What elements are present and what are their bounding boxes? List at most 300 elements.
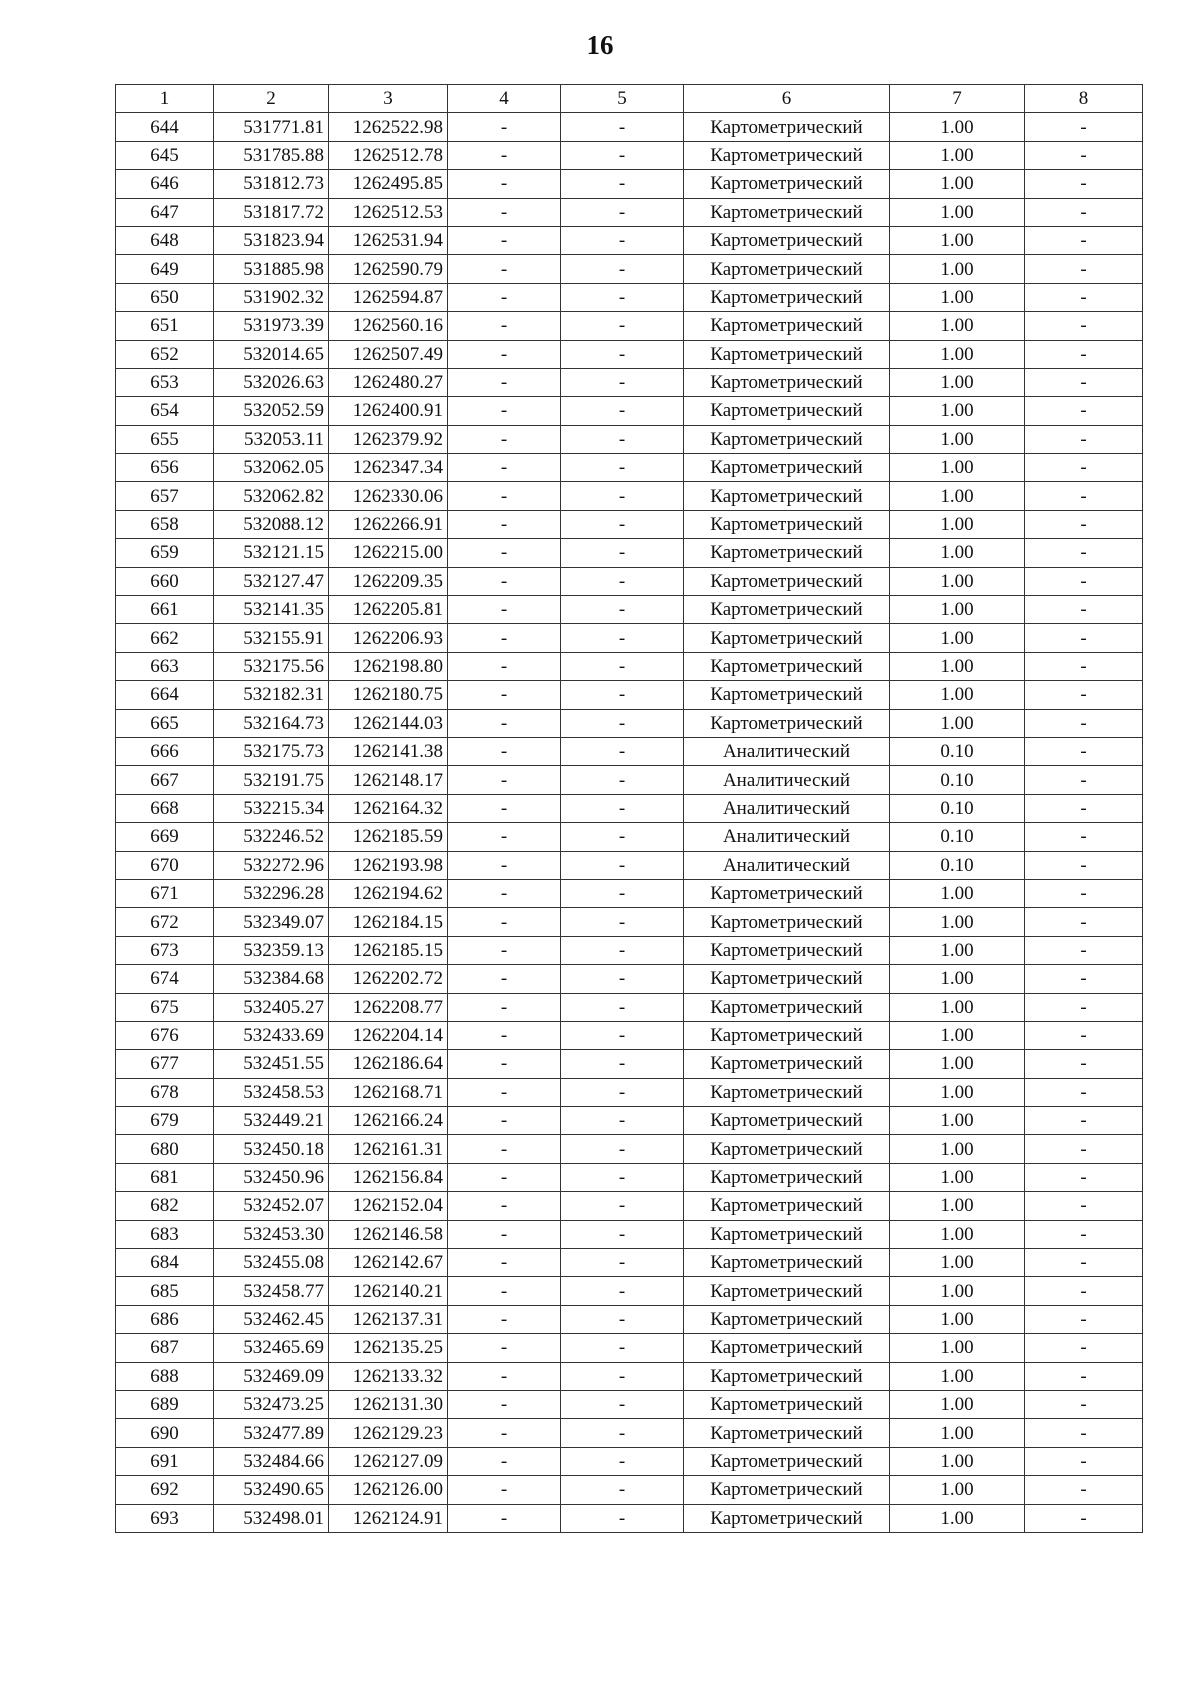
col5-cell: - xyxy=(561,1504,684,1532)
col5-cell: - xyxy=(561,170,684,198)
col5-cell: - xyxy=(561,596,684,624)
col8-cell: - xyxy=(1025,510,1143,538)
y-coordinate-cell: 1262168.71 xyxy=(329,1078,448,1106)
col5-cell: - xyxy=(561,652,684,680)
accuracy-cell: 1.00 xyxy=(890,709,1025,737)
x-coordinate-cell: 532052.59 xyxy=(214,397,329,425)
col8-cell: - xyxy=(1025,1305,1143,1333)
method-cell: Аналитический xyxy=(684,851,890,879)
x-coordinate-cell: 532246.52 xyxy=(214,823,329,851)
col8-cell: - xyxy=(1025,1419,1143,1447)
col5-cell: - xyxy=(561,255,684,283)
accuracy-cell: 1.00 xyxy=(890,965,1025,993)
accuracy-cell: 1.00 xyxy=(890,879,1025,907)
point-number-cell: 645 xyxy=(116,141,214,169)
point-number-cell: 689 xyxy=(116,1390,214,1418)
point-number-cell: 677 xyxy=(116,1050,214,1078)
col8-cell: - xyxy=(1025,283,1143,311)
col8-cell: - xyxy=(1025,737,1143,765)
col5-cell: - xyxy=(561,397,684,425)
point-number-cell: 649 xyxy=(116,255,214,283)
col4-cell: - xyxy=(448,340,561,368)
col4-cell: - xyxy=(448,766,561,794)
col4-cell: - xyxy=(448,1078,561,1106)
col8-cell: - xyxy=(1025,113,1143,141)
point-number-cell: 688 xyxy=(116,1362,214,1390)
y-coordinate-cell: 1262164.32 xyxy=(329,794,448,822)
table-row xyxy=(116,141,1143,169)
col5-cell: - xyxy=(561,198,684,226)
accuracy-cell: 0.10 xyxy=(890,794,1025,822)
col4-cell: - xyxy=(448,397,561,425)
method-cell: Картометрический xyxy=(684,709,890,737)
x-coordinate-cell: 532062.82 xyxy=(214,482,329,510)
col4-cell: - xyxy=(448,1419,561,1447)
col8-cell: - xyxy=(1025,226,1143,254)
col8-cell: - xyxy=(1025,141,1143,169)
point-number-cell: 651 xyxy=(116,312,214,340)
point-number-cell: 673 xyxy=(116,936,214,964)
method-cell: Картометрический xyxy=(684,1447,890,1475)
method-cell: Картометрический xyxy=(684,1277,890,1305)
method-cell: Картометрический xyxy=(684,1078,890,1106)
x-coordinate-cell: 532455.08 xyxy=(214,1249,329,1277)
point-number-cell: 668 xyxy=(116,794,214,822)
col4-cell: - xyxy=(448,1050,561,1078)
col5-cell: - xyxy=(561,283,684,311)
point-number-cell: 665 xyxy=(116,709,214,737)
accuracy-cell: 1.00 xyxy=(890,1305,1025,1333)
col8-cell: - xyxy=(1025,1362,1143,1390)
accuracy-cell: 0.10 xyxy=(890,737,1025,765)
accuracy-cell: 1.00 xyxy=(890,1390,1025,1418)
x-coordinate-cell: 532191.75 xyxy=(214,766,329,794)
col4-cell: - xyxy=(448,312,561,340)
col8-cell: - xyxy=(1025,1277,1143,1305)
col4-cell: - xyxy=(448,510,561,538)
y-coordinate-cell: 1262185.15 xyxy=(329,936,448,964)
accuracy-cell: 1.00 xyxy=(890,908,1025,936)
col4-cell: - xyxy=(448,1504,561,1532)
y-coordinate-cell: 1262400.91 xyxy=(329,397,448,425)
point-number-cell: 680 xyxy=(116,1135,214,1163)
accuracy-cell: 1.00 xyxy=(890,993,1025,1021)
col8-cell: - xyxy=(1025,879,1143,907)
col8-cell: - xyxy=(1025,1504,1143,1532)
y-coordinate-cell: 1262124.91 xyxy=(329,1504,448,1532)
col4-cell: - xyxy=(448,255,561,283)
method-cell: Картометрический xyxy=(684,454,890,482)
col5-cell: - xyxy=(561,425,684,453)
method-cell: Картометрический xyxy=(684,368,890,396)
col4-cell: - xyxy=(448,879,561,907)
point-number-cell: 690 xyxy=(116,1419,214,1447)
method-cell: Аналитический xyxy=(684,766,890,794)
table-row xyxy=(116,1163,1143,1191)
table-row xyxy=(116,1305,1143,1333)
y-coordinate-cell: 1262148.17 xyxy=(329,766,448,794)
point-number-cell: 675 xyxy=(116,993,214,1021)
col5-cell: - xyxy=(561,1476,684,1504)
point-number-cell: 652 xyxy=(116,340,214,368)
accuracy-cell: 1.00 xyxy=(890,255,1025,283)
method-cell: Картометрический xyxy=(684,340,890,368)
col4-cell: - xyxy=(448,1277,561,1305)
x-coordinate-cell: 532469.09 xyxy=(214,1362,329,1390)
col4-cell: - xyxy=(448,823,561,851)
accuracy-cell: 1.00 xyxy=(890,1334,1025,1362)
col4-cell: - xyxy=(448,681,561,709)
table-row xyxy=(116,1192,1143,1220)
y-coordinate-cell: 1262209.35 xyxy=(329,567,448,595)
col8-cell: - xyxy=(1025,1135,1143,1163)
method-cell: Картометрический xyxy=(684,283,890,311)
col5-cell: - xyxy=(561,1192,684,1220)
y-coordinate-cell: 1262202.72 xyxy=(329,965,448,993)
col4-cell: - xyxy=(448,709,561,737)
method-cell: Картометрический xyxy=(684,1249,890,1277)
table-row xyxy=(116,1135,1143,1163)
accuracy-cell: 0.10 xyxy=(890,851,1025,879)
table-row xyxy=(116,624,1143,652)
method-cell: Картометрический xyxy=(684,255,890,283)
y-coordinate-cell: 1262205.81 xyxy=(329,596,448,624)
col8-cell: - xyxy=(1025,624,1143,652)
col8-cell: - xyxy=(1025,1447,1143,1475)
col8-cell: - xyxy=(1025,170,1143,198)
method-cell: Картометрический xyxy=(684,198,890,226)
col5-cell: - xyxy=(561,454,684,482)
table-row xyxy=(116,1021,1143,1049)
y-coordinate-cell: 1262194.62 xyxy=(329,879,448,907)
y-coordinate-cell: 1262133.32 xyxy=(329,1362,448,1390)
y-coordinate-cell: 1262141.38 xyxy=(329,737,448,765)
x-coordinate-cell: 532349.07 xyxy=(214,908,329,936)
table-row xyxy=(116,1447,1143,1475)
method-cell: Картометрический xyxy=(684,567,890,595)
col8-cell: - xyxy=(1025,1078,1143,1106)
table-row xyxy=(116,198,1143,226)
method-cell: Картометрический xyxy=(684,1163,890,1191)
accuracy-cell: 1.00 xyxy=(890,1277,1025,1305)
method-cell: Картометрический xyxy=(684,1021,890,1049)
col8-cell: - xyxy=(1025,652,1143,680)
col8-cell: - xyxy=(1025,766,1143,794)
col4-cell: - xyxy=(448,1135,561,1163)
col5-cell: - xyxy=(561,539,684,567)
x-coordinate-cell: 532062.05 xyxy=(214,454,329,482)
point-number-cell: 663 xyxy=(116,652,214,680)
col5-cell: - xyxy=(561,510,684,538)
col5-cell: - xyxy=(561,794,684,822)
method-cell: Картометрический xyxy=(684,936,890,964)
point-number-cell: 662 xyxy=(116,624,214,652)
col8-cell: - xyxy=(1025,340,1143,368)
point-number-cell: 656 xyxy=(116,454,214,482)
x-coordinate-cell: 532451.55 xyxy=(214,1050,329,1078)
table-row xyxy=(116,851,1143,879)
table-row xyxy=(116,1078,1143,1106)
method-cell: Картометрический xyxy=(684,397,890,425)
y-coordinate-cell: 1262330.06 xyxy=(329,482,448,510)
method-cell: Аналитический xyxy=(684,794,890,822)
col4-cell: - xyxy=(448,539,561,567)
column-header: 6 xyxy=(684,85,890,113)
point-number-cell: 684 xyxy=(116,1249,214,1277)
col5-cell: - xyxy=(561,709,684,737)
x-coordinate-cell: 531902.32 xyxy=(214,283,329,311)
col4-cell: - xyxy=(448,794,561,822)
col8-cell: - xyxy=(1025,1107,1143,1135)
col8-cell: - xyxy=(1025,851,1143,879)
y-coordinate-cell: 1262590.79 xyxy=(329,255,448,283)
accuracy-cell: 1.00 xyxy=(890,198,1025,226)
accuracy-cell: 1.00 xyxy=(890,936,1025,964)
x-coordinate-cell: 532498.01 xyxy=(214,1504,329,1532)
col5-cell: - xyxy=(561,226,684,254)
col4-cell: - xyxy=(448,936,561,964)
point-number-cell: 657 xyxy=(116,482,214,510)
table-row xyxy=(116,596,1143,624)
table-row xyxy=(116,170,1143,198)
col5-cell: - xyxy=(561,908,684,936)
table-row xyxy=(116,1107,1143,1135)
table-row xyxy=(116,936,1143,964)
col5-cell: - xyxy=(561,1163,684,1191)
col5-cell: - xyxy=(561,141,684,169)
x-coordinate-cell: 532458.77 xyxy=(214,1277,329,1305)
table-row xyxy=(116,510,1143,538)
col5-cell: - xyxy=(561,1447,684,1475)
x-coordinate-cell: 532164.73 xyxy=(214,709,329,737)
x-coordinate-cell: 532473.25 xyxy=(214,1390,329,1418)
point-number-cell: 660 xyxy=(116,567,214,595)
method-cell: Картометрический xyxy=(684,1476,890,1504)
col4-cell: - xyxy=(448,113,561,141)
col4-cell: - xyxy=(448,993,561,1021)
point-number-cell: 664 xyxy=(116,681,214,709)
y-coordinate-cell: 1262379.92 xyxy=(329,425,448,453)
column-header: 5 xyxy=(561,85,684,113)
x-coordinate-cell: 532465.69 xyxy=(214,1334,329,1362)
y-coordinate-cell: 1262204.14 xyxy=(329,1021,448,1049)
col8-cell: - xyxy=(1025,255,1143,283)
accuracy-cell: 1.00 xyxy=(890,1362,1025,1390)
column-header: 8 xyxy=(1025,85,1143,113)
col8-cell: - xyxy=(1025,539,1143,567)
point-number-cell: 655 xyxy=(116,425,214,453)
col5-cell: - xyxy=(561,681,684,709)
col4-cell: - xyxy=(448,226,561,254)
col5-cell: - xyxy=(561,1277,684,1305)
col4-cell: - xyxy=(448,1390,561,1418)
col8-cell: - xyxy=(1025,936,1143,964)
point-number-cell: 693 xyxy=(116,1504,214,1532)
table-row xyxy=(116,1476,1143,1504)
col8-cell: - xyxy=(1025,1476,1143,1504)
method-cell: Картометрический xyxy=(684,510,890,538)
y-coordinate-cell: 1262137.31 xyxy=(329,1305,448,1333)
table-row xyxy=(116,454,1143,482)
table-row xyxy=(116,312,1143,340)
accuracy-cell: 1.00 xyxy=(890,283,1025,311)
table-body xyxy=(116,113,1143,1533)
table-row xyxy=(116,340,1143,368)
x-coordinate-cell: 531785.88 xyxy=(214,141,329,169)
accuracy-cell: 1.00 xyxy=(890,567,1025,595)
point-number-cell: 667 xyxy=(116,766,214,794)
col4-cell: - xyxy=(448,1249,561,1277)
x-coordinate-cell: 532272.96 xyxy=(214,851,329,879)
x-coordinate-cell: 531817.72 xyxy=(214,198,329,226)
col4-cell: - xyxy=(448,1220,561,1248)
accuracy-cell: 1.00 xyxy=(890,624,1025,652)
col8-cell: - xyxy=(1025,681,1143,709)
y-coordinate-cell: 1262142.67 xyxy=(329,1249,448,1277)
method-cell: Картометрический xyxy=(684,141,890,169)
accuracy-cell: 1.00 xyxy=(890,1220,1025,1248)
y-coordinate-cell: 1262594.87 xyxy=(329,283,448,311)
col5-cell: - xyxy=(561,1050,684,1078)
accuracy-cell: 1.00 xyxy=(890,482,1025,510)
point-number-cell: 683 xyxy=(116,1220,214,1248)
table-row xyxy=(116,482,1143,510)
col5-cell: - xyxy=(561,1362,684,1390)
column-header: 2 xyxy=(214,85,329,113)
x-coordinate-cell: 532175.73 xyxy=(214,737,329,765)
accuracy-cell: 1.00 xyxy=(890,1135,1025,1163)
table-row xyxy=(116,1362,1143,1390)
accuracy-cell: 1.00 xyxy=(890,510,1025,538)
table-row xyxy=(116,965,1143,993)
accuracy-cell: 1.00 xyxy=(890,1447,1025,1475)
col4-cell: - xyxy=(448,908,561,936)
x-coordinate-cell: 531973.39 xyxy=(214,312,329,340)
method-cell: Картометрический xyxy=(684,1135,890,1163)
accuracy-cell: 0.10 xyxy=(890,766,1025,794)
col5-cell: - xyxy=(561,312,684,340)
col4-cell: - xyxy=(448,596,561,624)
accuracy-cell: 1.00 xyxy=(890,1249,1025,1277)
column-header: 4 xyxy=(448,85,561,113)
table-row xyxy=(116,1419,1143,1447)
y-coordinate-cell: 1262480.27 xyxy=(329,368,448,396)
column-header: 7 xyxy=(890,85,1025,113)
accuracy-cell: 1.00 xyxy=(890,1192,1025,1220)
col5-cell: - xyxy=(561,1334,684,1362)
col5-cell: - xyxy=(561,1107,684,1135)
col5-cell: - xyxy=(561,1220,684,1248)
y-coordinate-cell: 1262126.00 xyxy=(329,1476,448,1504)
col5-cell: - xyxy=(561,1305,684,1333)
y-coordinate-cell: 1262129.23 xyxy=(329,1419,448,1447)
y-coordinate-cell: 1262152.04 xyxy=(329,1192,448,1220)
x-coordinate-cell: 532458.53 xyxy=(214,1078,329,1106)
y-coordinate-cell: 1262180.75 xyxy=(329,681,448,709)
y-coordinate-cell: 1262127.09 xyxy=(329,1447,448,1475)
table-row xyxy=(116,1390,1143,1418)
y-coordinate-cell: 1262266.91 xyxy=(329,510,448,538)
col5-cell: - xyxy=(561,567,684,595)
table-row xyxy=(116,255,1143,283)
col8-cell: - xyxy=(1025,1249,1143,1277)
point-number-cell: 676 xyxy=(116,1021,214,1049)
col8-cell: - xyxy=(1025,794,1143,822)
x-coordinate-cell: 532450.18 xyxy=(214,1135,329,1163)
table-row xyxy=(116,879,1143,907)
x-coordinate-cell: 531885.98 xyxy=(214,255,329,283)
col4-cell: - xyxy=(448,1192,561,1220)
col4-cell: - xyxy=(448,141,561,169)
col8-cell: - xyxy=(1025,1163,1143,1191)
y-coordinate-cell: 1262156.84 xyxy=(329,1163,448,1191)
y-coordinate-cell: 1262522.98 xyxy=(329,113,448,141)
col8-cell: - xyxy=(1025,198,1143,226)
method-cell: Картометрический xyxy=(684,965,890,993)
col4-cell: - xyxy=(448,1021,561,1049)
accuracy-cell: 1.00 xyxy=(890,312,1025,340)
col4-cell: - xyxy=(448,652,561,680)
x-coordinate-cell: 531812.73 xyxy=(214,170,329,198)
column-header: 3 xyxy=(329,85,448,113)
accuracy-cell: 1.00 xyxy=(890,1163,1025,1191)
col5-cell: - xyxy=(561,1249,684,1277)
col8-cell: - xyxy=(1025,1390,1143,1418)
col8-cell: - xyxy=(1025,908,1143,936)
table-row xyxy=(116,1249,1143,1277)
y-coordinate-cell: 1262198.80 xyxy=(329,652,448,680)
method-cell: Картометрический xyxy=(684,539,890,567)
table-row xyxy=(116,283,1143,311)
point-number-cell: 669 xyxy=(116,823,214,851)
x-coordinate-cell: 532449.21 xyxy=(214,1107,329,1135)
point-number-cell: 685 xyxy=(116,1277,214,1305)
x-coordinate-cell: 532484.66 xyxy=(214,1447,329,1475)
col4-cell: - xyxy=(448,425,561,453)
x-coordinate-cell: 532450.96 xyxy=(214,1163,329,1191)
col4-cell: - xyxy=(448,283,561,311)
point-number-cell: 687 xyxy=(116,1334,214,1362)
x-coordinate-cell: 531823.94 xyxy=(214,226,329,254)
table-row xyxy=(116,425,1143,453)
table-row xyxy=(116,1050,1143,1078)
x-coordinate-cell: 532141.35 xyxy=(214,596,329,624)
accuracy-cell: 1.00 xyxy=(890,1050,1025,1078)
table-row xyxy=(116,766,1143,794)
accuracy-cell: 1.00 xyxy=(890,226,1025,254)
point-number-cell: 661 xyxy=(116,596,214,624)
accuracy-cell: 1.00 xyxy=(890,1504,1025,1532)
accuracy-cell: 1.00 xyxy=(890,539,1025,567)
method-cell: Картометрический xyxy=(684,624,890,652)
col8-cell: - xyxy=(1025,965,1143,993)
accuracy-cell: 1.00 xyxy=(890,1476,1025,1504)
col4-cell: - xyxy=(448,198,561,226)
method-cell: Картометрический xyxy=(684,1220,890,1248)
col4-cell: - xyxy=(448,1334,561,1362)
method-cell: Картометрический xyxy=(684,482,890,510)
method-cell: Аналитический xyxy=(684,737,890,765)
col5-cell: - xyxy=(561,1135,684,1163)
method-cell: Картометрический xyxy=(684,226,890,254)
accuracy-cell: 1.00 xyxy=(890,596,1025,624)
col8-cell: - xyxy=(1025,482,1143,510)
method-cell: Картометрический xyxy=(684,1050,890,1078)
method-cell: Картометрический xyxy=(684,425,890,453)
method-cell: Картометрический xyxy=(684,681,890,709)
point-number-cell: 679 xyxy=(116,1107,214,1135)
col4-cell: - xyxy=(448,567,561,595)
